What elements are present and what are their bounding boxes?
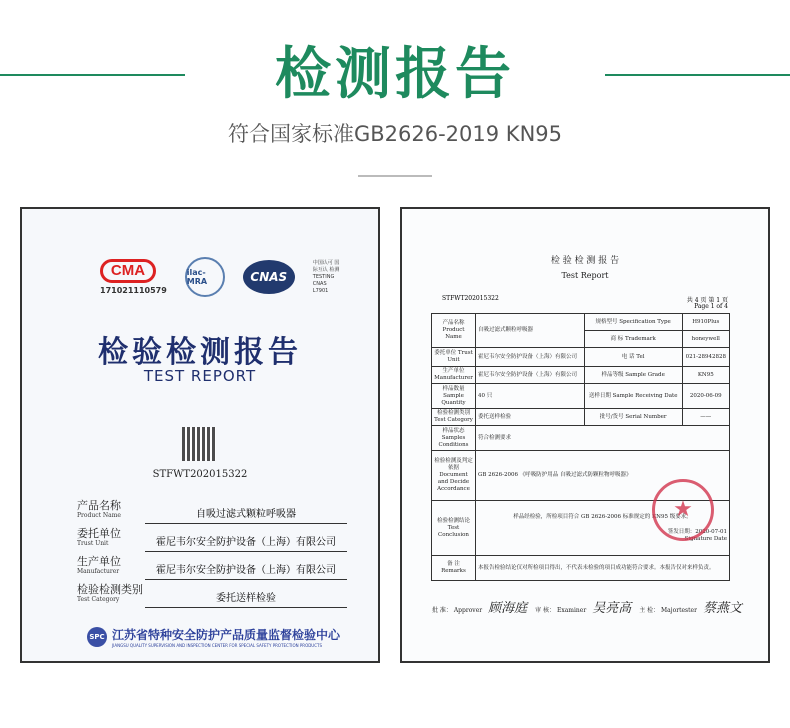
field-value: 霍尼韦尔安全防护设备（上海）有限公司: [145, 561, 347, 580]
field-value: 自吸过滤式颗粒呼吸器: [145, 505, 347, 524]
cell-header: 商 标 Trademark: [584, 331, 682, 348]
cell-value: honeywell: [682, 331, 729, 348]
approver-label: 批 准： Approver: [432, 607, 483, 614]
field-product: [77, 497, 347, 525]
spc-logo: SPC: [87, 627, 107, 647]
cell-header: 样品数量 Sample Quantity: [432, 384, 476, 409]
field-manufacturer: [77, 553, 347, 581]
cover-title-en: TEST REPORT: [143, 367, 257, 385]
cell-header: 样品状态 Samples Conditions: [432, 426, 476, 451]
cell-header: 检验检测类别 Test Category: [432, 409, 476, 426]
cell-header: 委托单位 Trust Unit: [432, 348, 476, 367]
cell-value: 符合检测要求: [476, 426, 730, 451]
official-seal: ★: [652, 479, 714, 541]
cell-value: KN95: [682, 367, 729, 384]
report-number: STFWT202015322: [442, 295, 499, 302]
cell-value: 2020-06-09: [682, 384, 729, 409]
field-label: 产品名称: [77, 499, 121, 512]
cell-header: 检验检测及判定依据 Document and Decide Accordance: [432, 451, 476, 501]
cell-value: H910Plus: [682, 314, 729, 331]
cma-logo: CMA: [100, 259, 156, 283]
field-label: 委托单位: [77, 527, 121, 540]
page-cn: 共 4 页 第 1 页: [686, 297, 728, 304]
field-value: 委托送样检验: [145, 589, 347, 608]
cell-value: GB 2626-2006 《呼吸防护用品 自吸过滤式防颗粒物呼吸器》: [476, 451, 730, 501]
field-value: 霍尼韦尔安全防护设备（上海）有限公司: [145, 533, 347, 552]
ilac-logo: ilac-MRA: [185, 257, 225, 297]
cell-value: 样品经检验，所检项目符合 GB 2626-2006 标准规定的 KN95 级要求。: [513, 513, 692, 520]
org-name: 江苏省特种安全防护产品质量监督检验中心: [112, 628, 341, 642]
cell-header: 电 话 Tel: [584, 348, 682, 367]
field-label-en: Trust Unit: [77, 540, 109, 547]
examiner-signature: 吴亮高: [592, 601, 632, 616]
report-number: STFWT202015322: [152, 469, 248, 480]
cell-header: 规格型号 Specification Type: [584, 314, 682, 331]
cell-header: 产品名称 Product Name: [432, 314, 476, 348]
cell-header: 送样日期 Sample Receiving Date: [584, 384, 682, 409]
field-test-category: [77, 581, 347, 609]
cell-value: 40 只: [476, 384, 585, 409]
signatures: [432, 597, 742, 616]
org-name-en: JIANGSU QUALITY SUPERVISION AND INSPECTION CENTER FOR SPECIAL SAFETY PROTECTION PRODUCTS: [112, 643, 322, 648]
report-title: 检 验 检 测 报 告: [550, 256, 620, 266]
cell-value: ——: [682, 409, 729, 426]
field-trust-unit: [77, 525, 347, 553]
report-title-en: Test Report: [561, 271, 609, 280]
sign-date-en: Signature Date: [684, 535, 727, 542]
cnas-note: 中国认可 国际互认 检测 TESTING CNAS L7901: [312, 259, 340, 294]
field-label-en: Test Category: [77, 596, 120, 603]
cell-header: 生产单位 Manufacturer: [432, 367, 476, 384]
page-title: 检测报告: [275, 42, 515, 107]
cell-header: 样品等级 Sample Grade: [584, 367, 682, 384]
report-cover-image: [20, 207, 380, 663]
cnas-logo: CNAS: [243, 260, 295, 294]
majortester-signature: 蔡燕文: [702, 601, 742, 616]
cell-value: 委托送样检验: [476, 409, 585, 426]
cell-value: 本报告检验结论仅对所检项目得出，不代表未检验的项目成功能符合要求。本报告仅对来样负责。: [476, 556, 730, 581]
page-subtitle: 符合国家标准GB2626-2019 KN95: [227, 122, 563, 146]
field-label: 检验检测类别: [77, 583, 143, 596]
examiner-label: 审 核： Examiner: [535, 607, 587, 614]
cma-number: 171021110579: [100, 286, 167, 295]
sign-date: 签发日期：2020-07-01: [667, 528, 727, 535]
report-page-image: [400, 207, 770, 663]
cell-value: 021-28942828: [682, 348, 729, 367]
field-label-en: Product Name: [77, 512, 121, 519]
cell-header: 检验检测结论 Test Conclusion: [432, 501, 476, 556]
cell-value: 自吸过滤式颗粒呼吸器: [476, 314, 585, 348]
qr-code: [182, 427, 216, 461]
cell-value: 霍尼韦尔安全防护设备（上海）有限公司: [476, 348, 585, 367]
cell-header: 批号/货号 Serial Number: [584, 409, 682, 426]
divider: [358, 175, 432, 177]
cell-header: 备 注 Remarks: [432, 556, 476, 581]
field-label: 生产单位: [77, 555, 121, 568]
cover-title: 检验检测报告: [98, 335, 302, 370]
org-banner: [87, 626, 340, 648]
page-en: Page 1 of 4: [694, 303, 728, 310]
field-label-en: Manufacturer: [77, 568, 120, 575]
approver-signature: 顾海庭: [488, 601, 528, 616]
cell-value: 霍尼韦尔安全防护设备（上海）有限公司: [476, 367, 585, 384]
majortester-label: 主 检： Majortester: [639, 607, 697, 614]
